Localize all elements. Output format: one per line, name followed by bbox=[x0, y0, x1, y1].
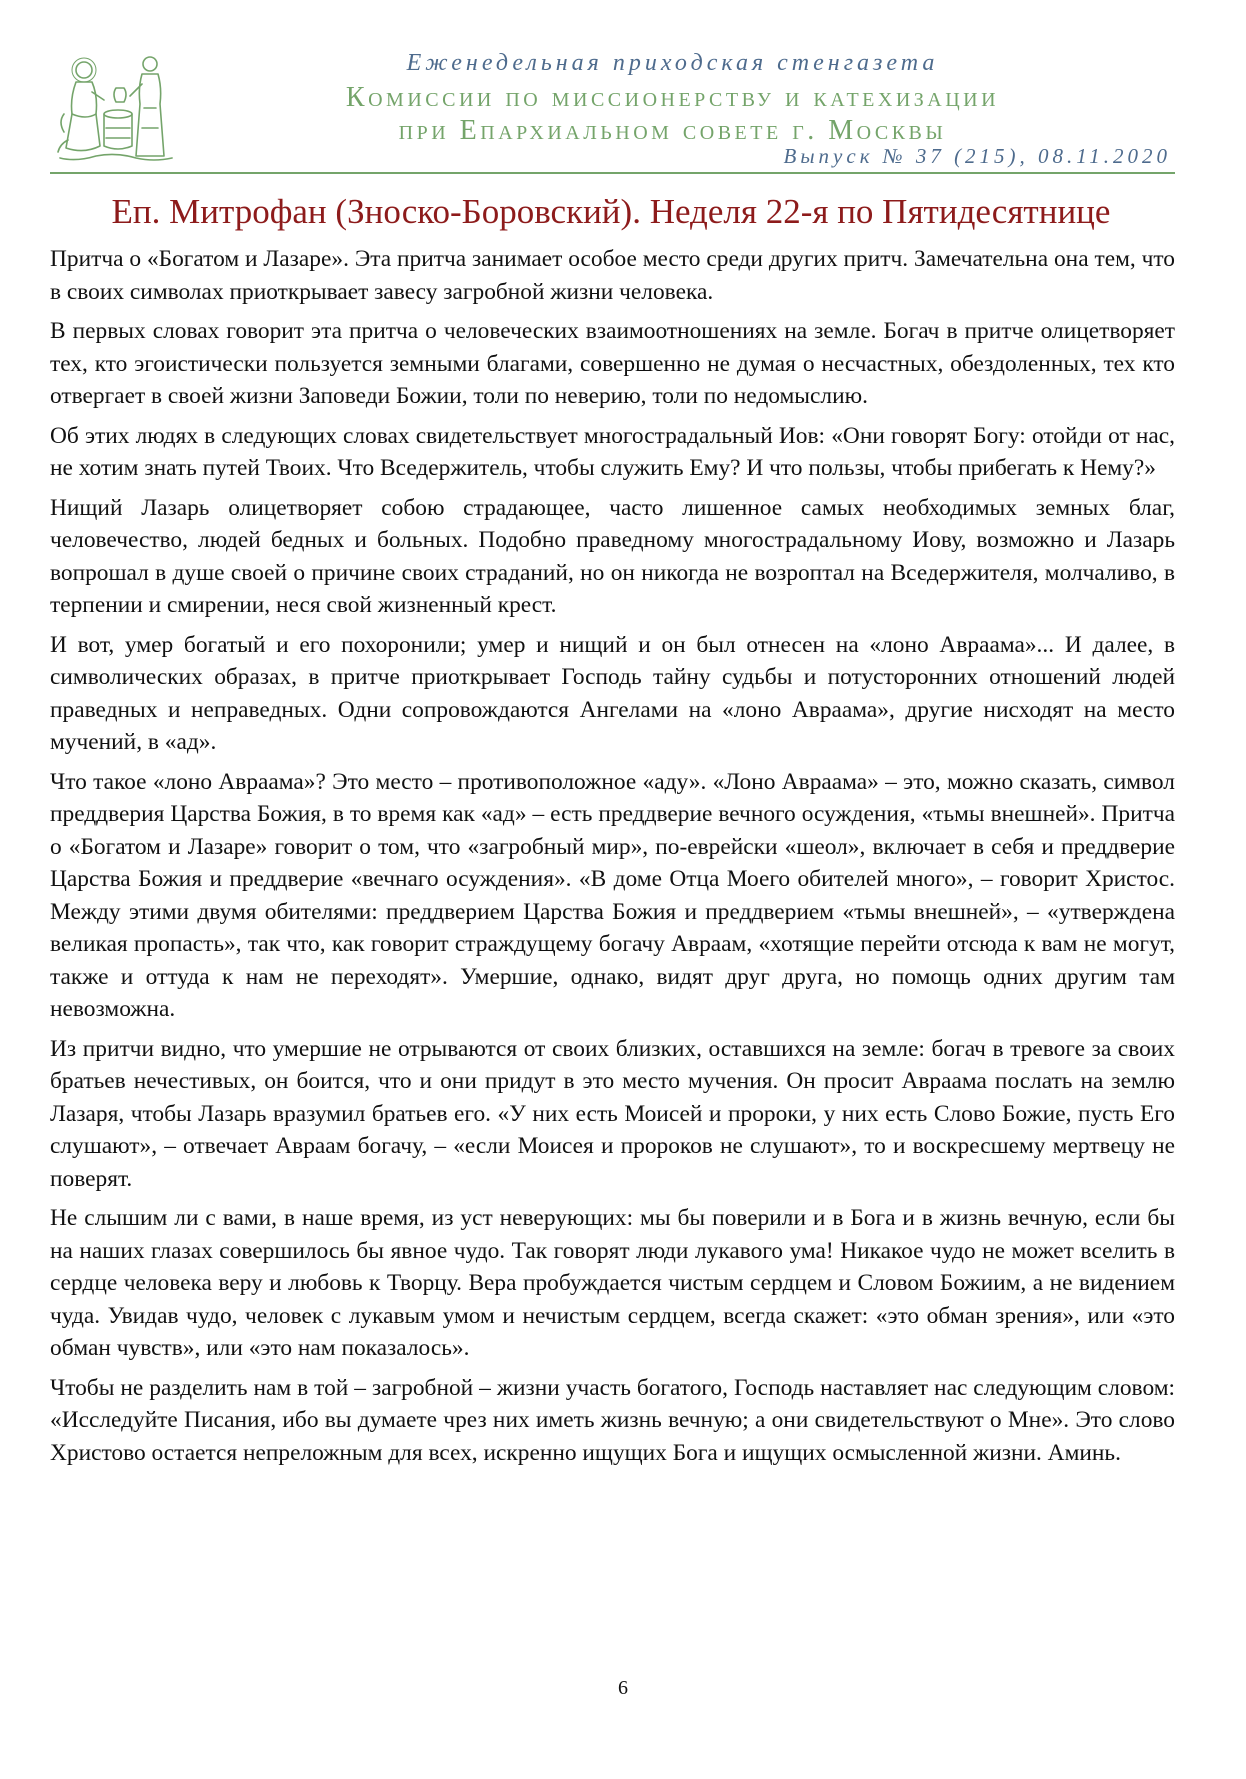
header-org-line1: Комиссии по миссионерству и катехизации bbox=[345, 82, 1000, 113]
paragraph: Притча о «Богатом и Лазаре». Эта притча занимает особое место среди других притч. Замечательна она тем, что в своих символах приоткрывает завесу загробной жизни человека. bbox=[50, 246, 1175, 305]
paragraph: И вот, умер богатый и его похоронили; умер и нищий и он был отнесен на «лоно Авраама»... И далее, в символических образах, в притче приоткрывает Господь тайну судьбы и потусторонних отношений людей праведных и неправедных. Одни сопровождаются Ангелами на «лоно Авраама», другие нисходят на место мучений, в «ад». bbox=[50, 631, 1175, 755]
header-org-line2: при Епархиальном совете г. Москвы bbox=[398, 115, 947, 146]
paragraph: Что такое «лоно Авраама»? Это место – противоположное «аду». «Лоно Авраама» – это, можно сказать, символ преддверия Царства Божия, в то время как «ад» – есть преддверие вечного осуждения, «тьмы внешней». Притча о «Богатом и Лазаре» говорит о том, что «загробный мир», по-еврейски «шеол», включает в себя и преддверие Царства Божия и преддверие «вечнаго осуждения». «В доме Отца Моего обителей много», – говорит Христос. Между этими двумя обителями: преддверием Царства Божия и преддверием «тьмы внешней», – «утверждена великая пропасть», так что, как говорит страждущему богачу Авраам, «хотящие перейти отсюда к вам не могут, также и оттуда к нам не переходят». Умершие, однако, видят друг друга, но помощь одних другим там невозможна. bbox=[50, 768, 1175, 1022]
header-divider bbox=[50, 172, 1175, 174]
header-subtitle: Еженедельная приходская стенгазета bbox=[406, 50, 939, 76]
paragraph: Об этих людях в следующих словах свидетельствует многострадальный Иов: «Они говорят Богу: отойди от нас, не хотим знать путей Твоих. Что Вседержитель, чтобы служить Ему? И что пользы, чтобы прибегать к Нему?» bbox=[50, 422, 1175, 481]
newspaper-header bbox=[50, 40, 1175, 173]
paragraph: В первых словах говорит эта притча о человеческих взаимоотношениях на земле. Богач в притче олицетворяет тех, кто эгоистически пользуется земными благами, совершенно не думая о несчастных, обездоленных, тех кто отвергает в своей жизни Заповеди Божии, толи по неверию, толи по недомыслию. bbox=[50, 318, 1175, 409]
paragraph: Не слышим ли с вами, в наше время, из уст неверующих: мы бы поверили и в Бога и в жизнь вечную, если бы на наших глазах совершилось бы явное чудо. Так говорят люди лукавого ума! Никакое чудо не может вселить в сердце человека веру и любовь к Творцу. Вера пробуждается чистым сердцем и Словом Божиим, а не видением чуда. Увидав чудо, человек с лукавым умом и нечистым сердцем, всегда скажет: «это обман зрения», или «это обман чувств», или «это нам показалось». bbox=[50, 1205, 1175, 1361]
paragraph: Чтобы не разделить нам в той – загробной – жизни участь богатого, Господь наставляет нас следующим словом: «Исследуйте Писания, ибо вы думаете чрез них иметь жизнь вечную; а они свидетельствуют о Мне». Это слово Христово остается непреложным для всех, искренно ищущих Бога и ищущих осмысленной жизни. Аминь. bbox=[50, 1374, 1175, 1466]
article-title: Еп. Митрофан (Зноско-Боровский). Неделя 22-я по Пятидесятнице bbox=[111, 192, 1111, 231]
paragraph: Нищий Лазарь олицетворяет собою страдающее, часто лишенное самых необходимых земных благ, человечество, людей бедных и больных. Подобно праведному многострадальному Иову, возможно и Лазарь вопрошал в душе своей о причине своих страданий, но он никогда не возроптал на Вседержителя, молчаливо, в терпении и смирении, неся свой жизненный крест. bbox=[50, 494, 1175, 618]
paragraph: Из притчи видно, что умершие не отрываются от своих близких, оставшихся на земле: богач в тревоге за своих братьев нечестивых, он боится, что и они придут в это место мучения. Он просит Авраама послать на землю Лазаря, чтобы Лазарь вразумил братьев его. «У них есть Моисей и пророки, у них есть Слово Божие, пусть Его слушают», – отвечает Авраам богачу, – «если Моисея и пророков не слушают», то и воскресшему мертвецу не поверят. bbox=[50, 1035, 1175, 1192]
page-number: 6 bbox=[618, 1677, 628, 1699]
article-body bbox=[50, 243, 1175, 1476]
issue-number: Выпуск № 37 (215), 08.11.2020 bbox=[783, 144, 1171, 168]
